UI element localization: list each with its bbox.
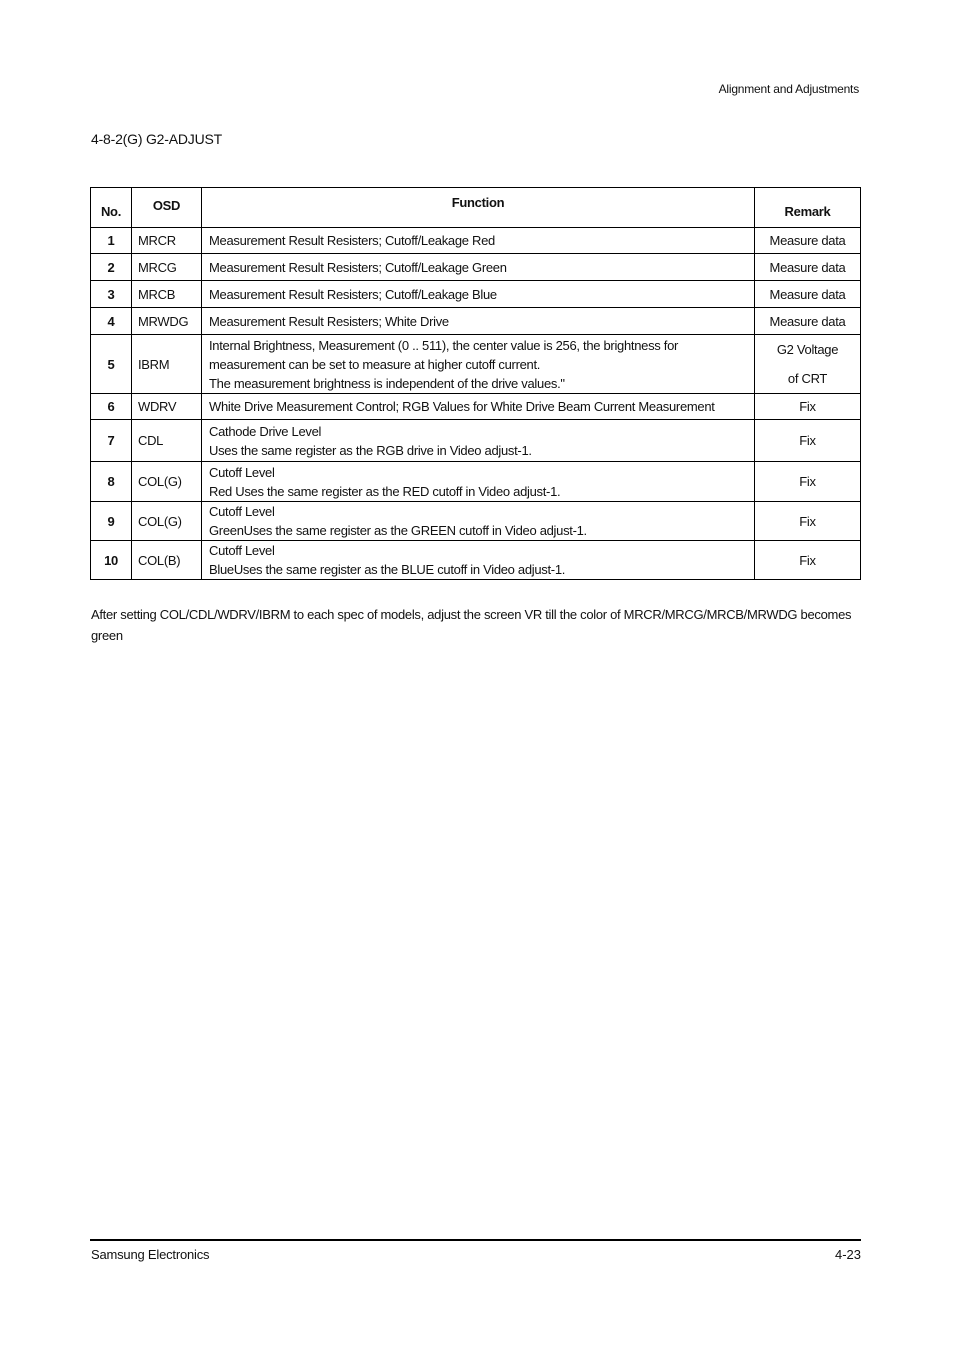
- row-remark: [755, 281, 861, 308]
- function-line: Cathode Drive Level: [209, 423, 322, 439]
- column-header-no: No.: [91, 188, 132, 228]
- row-function: [202, 308, 755, 335]
- section-heading: 4-8-2(G) G2-ADJUST: [91, 131, 222, 147]
- remark-line: Measure data: [769, 313, 846, 329]
- row-remark: [755, 462, 861, 502]
- table-row: [91, 462, 861, 502]
- function-line: Cutoff Level: [209, 464, 275, 480]
- row-function: [202, 420, 755, 462]
- column-header-osd: OSD: [132, 188, 202, 228]
- table-row: [91, 502, 861, 541]
- row-osd: MRCG: [132, 254, 202, 281]
- row-osd: COL(B): [132, 541, 202, 580]
- row-number: 2: [91, 254, 132, 281]
- function-line: The measurement brightness is independent of the drive values.": [209, 375, 565, 391]
- table-row: [91, 254, 861, 281]
- remark-line: Measure data: [769, 259, 846, 275]
- function-line: measurement can be set to measure at higher cutoff current.: [209, 356, 541, 372]
- row-function: [202, 335, 755, 394]
- footer-rule: [90, 1239, 861, 1241]
- function-line: Uses the same register as the RGB drive in Video adjust-1.: [209, 442, 532, 458]
- page-number: 4-23: [834, 1247, 861, 1262]
- row-osd: MRWDG: [132, 308, 202, 335]
- row-function: [202, 462, 755, 502]
- adjustment-note: After setting COL/CDL/WDRV/IBRM to each spec of models, adjust the screen VR till the color of MRCR/MRCG/MRCB/MRWDG becomes green: [91, 607, 852, 643]
- function-line: Internal Brightness, Measurement (0 .. 511), the center value is 256, the brightness for: [209, 337, 679, 353]
- g2-adjust-table: [90, 187, 861, 580]
- remark-line: Fix: [799, 513, 816, 529]
- row-number: 6: [91, 394, 132, 420]
- row-number: 10: [91, 541, 132, 580]
- table-row: [91, 308, 861, 335]
- table-row: [91, 281, 861, 308]
- row-number: 3: [91, 281, 132, 308]
- row-remark: [755, 420, 861, 462]
- function-line: Measurement Result Resisters; Cutoff/Leakage Blue: [209, 286, 497, 302]
- function-line: GreenUses the same register as the GREEN cutoff in Video adjust-1.: [209, 523, 587, 538]
- function-line: White Drive Measurement Control; RGB Values for White Drive Beam Current Measurement: [209, 399, 715, 414]
- remark-line: Fix: [799, 433, 816, 448]
- row-remark: [755, 308, 861, 335]
- remark-line: of CRT: [787, 371, 828, 386]
- row-remark: [755, 254, 861, 281]
- row-function: [202, 394, 755, 420]
- row-osd: COL(G): [132, 462, 202, 502]
- remark-line: Measure data: [769, 233, 846, 248]
- remark-line: Measure data: [769, 286, 846, 302]
- row-number: 9: [91, 502, 132, 541]
- table-row: [91, 335, 861, 394]
- row-number: 4: [91, 308, 132, 335]
- row-function: [202, 281, 755, 308]
- row-function: [202, 502, 755, 541]
- column-header-remark: Remark: [755, 188, 861, 228]
- row-number: 5: [91, 335, 132, 394]
- remark-line: G2 Voltage: [776, 342, 839, 357]
- row-function: [202, 541, 755, 580]
- row-function: [202, 254, 755, 281]
- row-number: 8: [91, 462, 132, 502]
- row-osd: IBRM: [132, 335, 202, 394]
- function-line: Cutoff Level: [209, 543, 275, 558]
- row-remark: [755, 394, 861, 420]
- remark-line: Fix: [799, 474, 816, 489]
- function-line: Measurement Result Resisters; Cutoff/Leakage Green: [209, 259, 507, 275]
- table-row: [91, 228, 861, 254]
- row-remark: [755, 228, 861, 254]
- row-function: [202, 228, 755, 254]
- row-osd: MRCB: [132, 281, 202, 308]
- function-line: Measurement Result Resisters; White Drive: [209, 313, 449, 329]
- row-osd: WDRV: [132, 394, 202, 420]
- row-osd: MRCR: [132, 228, 202, 254]
- function-line: Measurement Result Resisters; Cutoff/Leakage Red: [209, 233, 495, 248]
- table-row: [91, 420, 861, 462]
- row-remark: [755, 502, 861, 541]
- row-remark: [755, 541, 861, 580]
- table-row: [91, 394, 861, 420]
- remark-line: Fix: [799, 552, 816, 568]
- row-remark: [755, 335, 861, 394]
- function-line: BlueUses the same register as the BLUE cutoff in Video adjust-1.: [209, 562, 566, 577]
- row-number: 7: [91, 420, 132, 462]
- running-header: Alignment and Adjustments: [718, 82, 859, 96]
- function-line: Red Uses the same register as the RED cutoff in Video adjust-1.: [209, 483, 561, 499]
- table-header-row: [91, 188, 861, 228]
- row-osd: COL(G): [132, 502, 202, 541]
- column-header-function: Function: [202, 188, 755, 228]
- row-osd: CDL: [132, 420, 202, 462]
- function-line: Cutoff Level: [209, 504, 275, 519]
- footer-company: Samsung Electronics: [91, 1247, 210, 1262]
- row-number: 1: [91, 228, 132, 254]
- table-row: [91, 541, 861, 580]
- remark-line: Fix: [799, 399, 816, 414]
